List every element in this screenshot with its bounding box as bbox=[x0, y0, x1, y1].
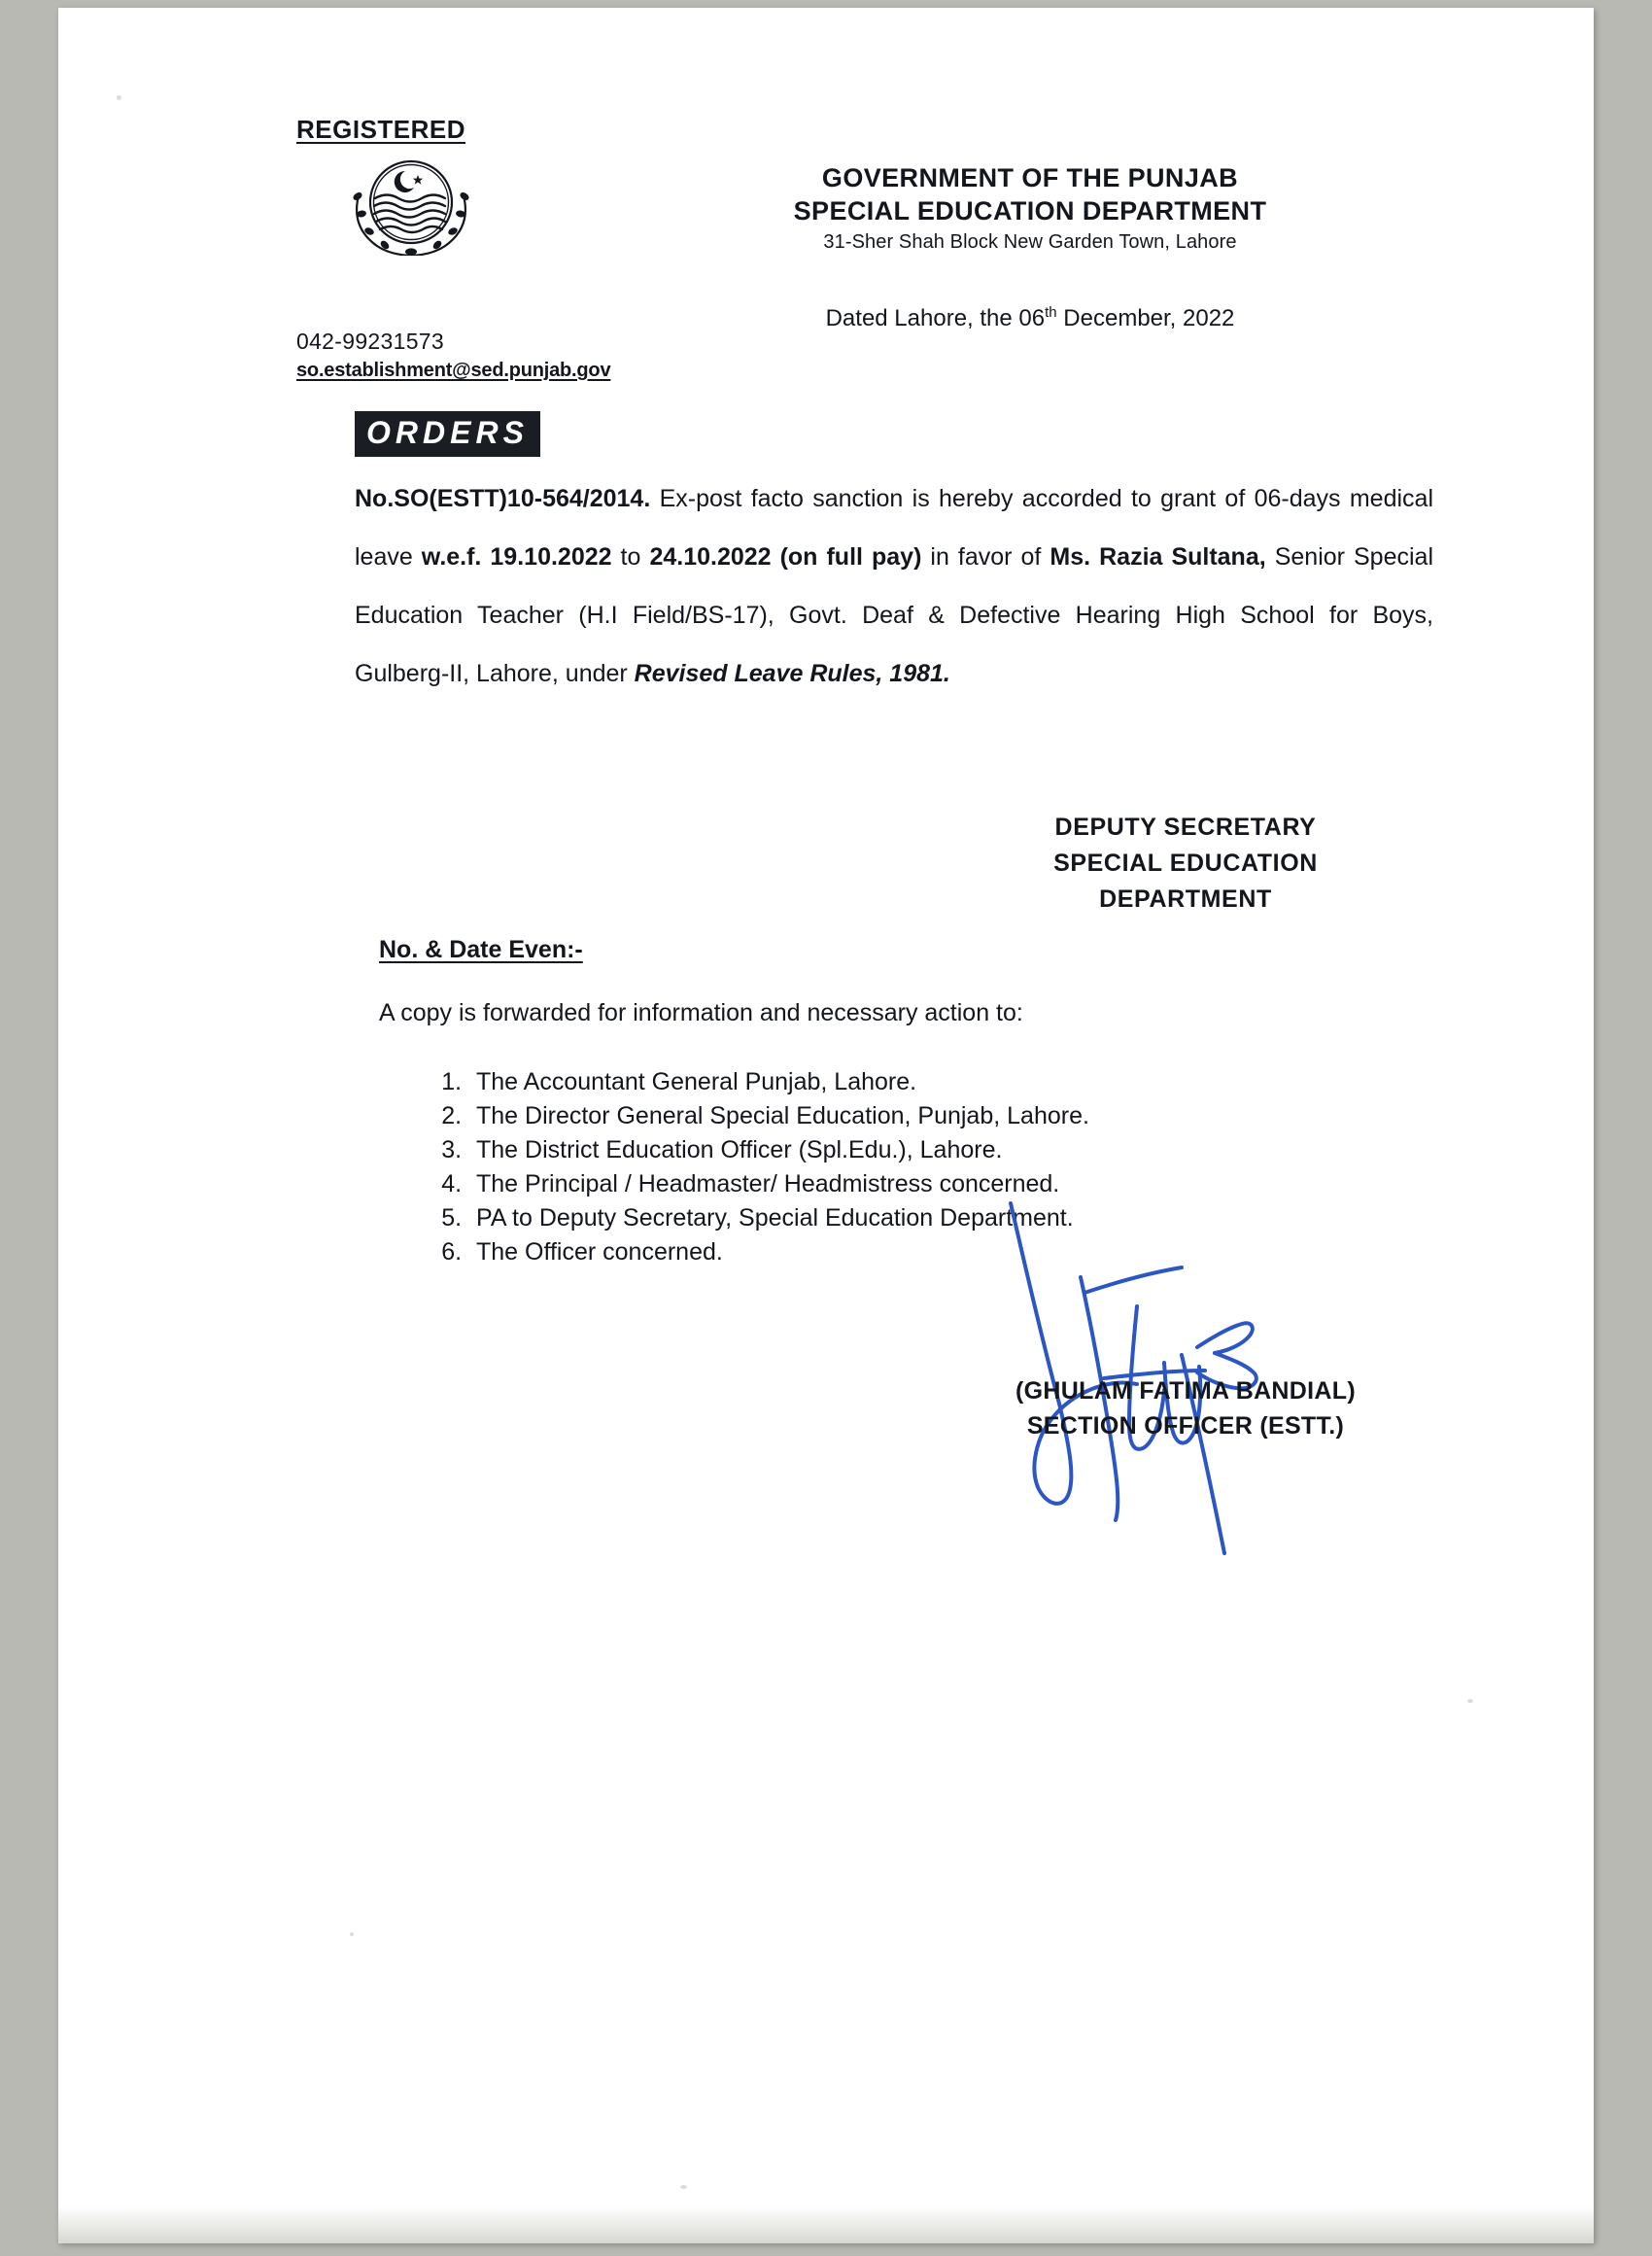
signatory-top-line3: DEPARTMENT bbox=[1099, 885, 1272, 913]
list-item: 5. PA to Deputy Secretary, Special Education Department. bbox=[468, 1201, 1089, 1234]
order-body-paragraph bbox=[355, 469, 1433, 703]
order-rules-reference: Revised Leave Rules, 1981. bbox=[634, 660, 950, 687]
letterhead-address: 31-Sher Shah Block New Garden Town, Lahore bbox=[823, 231, 1237, 253]
letterhead-government-line: GOVERNMENT OF THE PUNJAB bbox=[821, 163, 1239, 192]
letter-date-prefix: Dated Lahore, the 06 bbox=[825, 305, 1046, 331]
registered-stamp-label: REGISTERED bbox=[296, 115, 466, 144]
order-employee-name: Ms. Razia Sultana, bbox=[1050, 543, 1266, 571]
signatory-officer-designation: SECTION OFFICER (ESTT.) bbox=[1026, 1412, 1345, 1440]
signatory-officer-name: (GHULAM FATIMA BANDIAL) bbox=[1015, 1377, 1356, 1405]
list-item: 6. The Officer concerned. bbox=[468, 1235, 1089, 1268]
orders-heading: ORDERS bbox=[355, 411, 540, 457]
page-edge-shadow-bottom bbox=[58, 2206, 1594, 2243]
list-item: 4. The Principal / Headmaster/ Headmistress concerned. bbox=[468, 1167, 1089, 1200]
order-text-4: Senior Special Education Teacher (H.I Field/BS-17), Govt. Deaf & Defective Hearing High School for Boys, Gulberg-II, Lahore, under bbox=[355, 543, 1433, 687]
signatory-top-line1: DEPUTY SECRETARY bbox=[1054, 814, 1317, 841]
letter-date-superscript: th bbox=[1045, 304, 1057, 321]
order-reference-number: No.SO(ESTT)10-564/2014. bbox=[355, 485, 651, 512]
scan-speck bbox=[680, 2185, 687, 2189]
endorsement-recipient-list bbox=[418, 1065, 1089, 1269]
signatory-top-block bbox=[913, 810, 1458, 918]
letter-date bbox=[661, 304, 1399, 332]
signatory-top-line2: SPECIAL EDUCATION bbox=[1053, 850, 1318, 877]
scan-speck bbox=[1467, 1699, 1473, 1703]
contact-phone: 042-99231573 bbox=[296, 329, 444, 354]
order-text-2: to bbox=[611, 543, 650, 571]
list-item: 2. The Director General Special Education, Punjab, Lahore. bbox=[468, 1099, 1089, 1132]
document-page bbox=[58, 8, 1594, 2243]
scan-speck bbox=[117, 95, 121, 100]
scan-speck bbox=[350, 1932, 354, 1936]
letter-date-suffix: December, 2022 bbox=[1056, 305, 1235, 331]
endorsement-forwarded-text: A copy is forwarded for information and necessary action to: bbox=[379, 999, 1023, 1026]
list-item: 1. The Accountant General Punjab, Lahore. bbox=[468, 1065, 1089, 1098]
order-text-1: Ex-post facto sanction is hereby accorded to grant of 06-days medical leave bbox=[355, 485, 1433, 571]
list-item: 3. The District Education Officer (Spl.Edu.), Lahore. bbox=[468, 1133, 1089, 1166]
document-content bbox=[58, 8, 1594, 2243]
letterhead-department-line: SPECIAL EDUCATION DEPARTMENT bbox=[793, 196, 1267, 226]
contact-email: so.establishment@sed.punjab.gov bbox=[296, 360, 611, 381]
order-text-3: in favor of bbox=[921, 543, 1050, 571]
order-effective-from: w.e.f. 19.10.2022 bbox=[421, 543, 612, 571]
endorsement-no-and-date: No. & Date Even:- bbox=[379, 936, 583, 963]
order-effective-to: 24.10.2022 (on full pay) bbox=[649, 543, 922, 571]
signatory-bottom-block bbox=[913, 1373, 1458, 1443]
punjab-government-emblem-icon bbox=[319, 154, 503, 256]
